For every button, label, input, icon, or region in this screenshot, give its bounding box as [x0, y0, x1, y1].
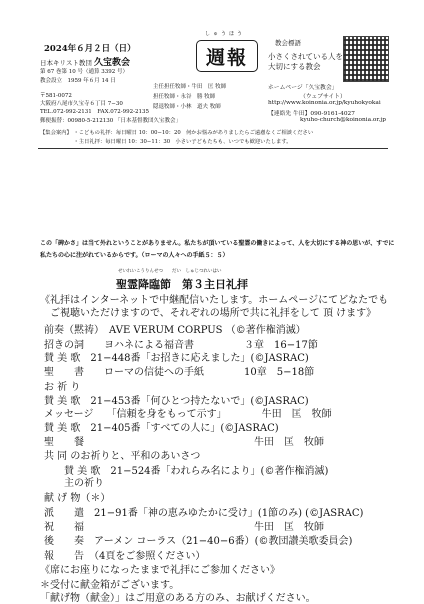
- founded-date: 教会設立 1959 年６月 14 日: [40, 78, 116, 84]
- bulletin-date: 2024年６月２日（日）: [44, 44, 136, 54]
- order-community-prayer: 共 同 のお祈りと、平和のあいさつ: [44, 451, 201, 462]
- order-hymn-3: 賛 美 歌 21−405番「すべての人に」(©JASRAC): [44, 423, 279, 434]
- order-announcements: 報 告 （4頁をご参照ください）: [44, 551, 206, 562]
- contact-email[interactable]: kyuho-church@koinonia.or.jp: [300, 117, 386, 123]
- order-benediction: 祝 福 牛田 匡 牧師: [44, 522, 324, 533]
- homepage-url[interactable]: http://www.koinonia.or.jp/kyuhokyokai: [268, 100, 381, 106]
- logo-ruby: しゅうほう: [205, 31, 246, 37]
- order-hymn-2: 賛 美 歌 21−453番「何ひとつ持たないで」(©JASRAC): [44, 396, 309, 407]
- motto-title: 教会標語: [275, 39, 301, 47]
- pastor-lead: 主任担任牧師・牛田 匡 牧師: [153, 84, 227, 90]
- address: 大阪府八尾市久宝寺６丁目 7−30: [40, 101, 123, 107]
- order-postlude: 後 奏 アーメン コーラス（21−40−6番）(©教団讃美歌委員会): [44, 536, 353, 547]
- sermon-ruby: せいれいこうりんせつ だい しゅじつれいはい: [118, 269, 222, 274]
- order-hymn-4: 賛 美 歌 21−524番「われらみ名により」(©著作権消滅): [44, 466, 329, 477]
- issue-number: 第 67 巻第 10 号（通算 3392 号）: [40, 69, 128, 75]
- contact-phone: 【連絡先 牛田】090-9161-4027: [268, 111, 355, 117]
- order-sermon-message: メッセージ 「信頼を身をもって示す」 牛田 匡 牧師: [44, 409, 332, 420]
- postal-code: 〒581-0072: [40, 93, 72, 99]
- worship-notice: ・主日礼拝：毎日曜日 10：30−11：30 小さい子どもたちも、いつでも歓迎いたします。: [40, 139, 292, 145]
- order-prelude: 前奏（黙祷） AVE VERUM CORPUS （©著作権消滅）: [44, 325, 306, 336]
- pastor-associate: 担任牧師・永谷 勝 牧師: [153, 94, 216, 100]
- pastor-retired: 隠退牧師・小林 道夫 牧師: [153, 104, 221, 110]
- order-offering-note: 「献げ物（献金）」はご用意のある方のみ、お献げください。: [40, 593, 316, 604]
- divider: [38, 148, 388, 149]
- service-title: 聖霊降臨節 第３主日礼拝: [116, 278, 248, 291]
- postal-account: 郵便振替：00980-5-212130 「日本基督教団久宝教会」: [40, 118, 181, 124]
- order-broadcast-note-2: ご視聴いただけますので、それぞれの場所で共に礼拝をして 頂 けます》: [40, 308, 377, 319]
- gathering-notice: 【集会案内】 ・こどもの礼拝：毎日曜日 10：00−10：20 何かお悩みがありましたらご遠慮なくご相談ください: [40, 130, 314, 136]
- church-name-text: 久宝教会: [93, 58, 130, 68]
- order-prayer: お 祈 り: [44, 382, 81, 393]
- order-seated-note: 《席にお座りになったままで礼拝にご参加ください》: [40, 565, 280, 576]
- order-sending-hymn: 派 遣 21−91番「神の恵みゆたかに受け」(1節のみ) (©JASRAC): [44, 508, 364, 519]
- phone-fax: TEL.072-992-2131 FAX.072-992-2135: [40, 109, 149, 115]
- order-offering: 献 げ 物（＊）: [44, 493, 111, 504]
- order-call-to-worship: 招きの詞 ヨハネによる福音書 ３章 16−17節: [44, 340, 318, 351]
- intro-verse: この「碑かさ」は当て外れということがありません。私たちが頂いている聖霊の働きによって、人を大切にする神の思いが、すでに私たちの心に注がれているからです。（ローマの人々への手紙５：５）: [40, 240, 395, 259]
- motto-text: 小さくされている人を大切にする教会: [268, 52, 343, 71]
- church-prefix: 日本キリスト教団: [40, 59, 92, 67]
- homepage-sub: （ウェブサイト）: [300, 94, 346, 100]
- order-hymn-1: 賛 美 歌 21−448番「お招きに応えました」(©JASRAC): [44, 353, 309, 364]
- order-lords-prayer: 主の祈り: [44, 478, 104, 489]
- order-scripture-reading: 聖 書 ローマの信徒への手紙 10章 5−18節: [44, 367, 315, 378]
- order-holy-communion: 聖 餐 牛田 匡 牧師: [44, 437, 324, 448]
- order-offering-box-note: ＊受付に献金箱がございます。: [40, 580, 180, 591]
- qr-code-icon: [343, 36, 389, 82]
- bulletin-logo: 週報: [196, 40, 258, 72]
- order-broadcast-note-1: 《礼拝はインターネットで中継配信いたします。ホームページにてどなたでも: [40, 295, 389, 306]
- homepage-label: ホームページ「久宝教会」: [268, 85, 338, 91]
